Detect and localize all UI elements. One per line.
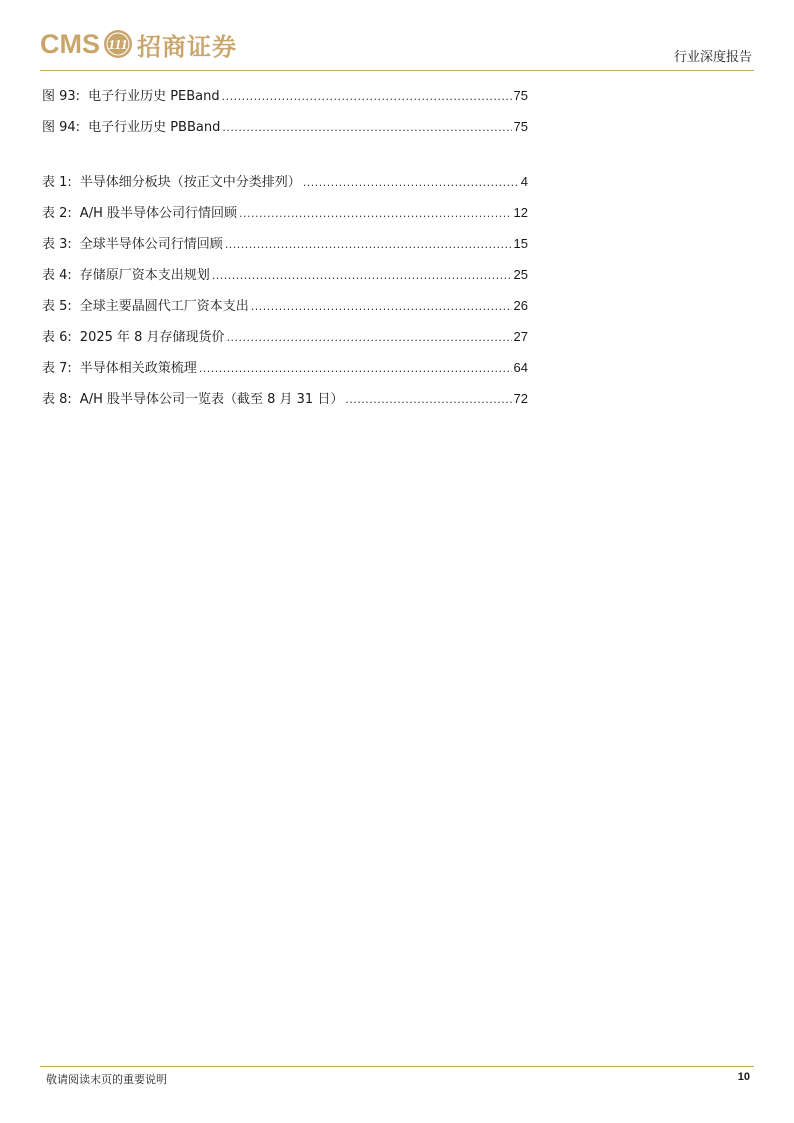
table-of-contents <box>42 80 528 414</box>
toc-entry-title: A/H 股半导体公司行情回顾 <box>79 206 237 221</box>
cms-logo <box>40 24 237 64</box>
toc-page-number: 15 <box>513 236 528 251</box>
disclaimer-note: 敬请阅读末页的重要说明 <box>46 1073 167 1086</box>
toc-table-entry[interactable] <box>42 290 528 321</box>
toc-entry-label: 表 6: <box>42 330 72 345</box>
toc-table-entry[interactable] <box>42 166 528 197</box>
toc-entry-label: 表 5: <box>42 299 72 314</box>
dot-leader <box>222 112 511 143</box>
dot-leader <box>227 322 512 353</box>
toc-entry-title: 半导体相关政策梳理 <box>79 361 197 376</box>
dot-leader <box>345 384 511 415</box>
section-gap <box>42 142 528 166</box>
toc-figure-entry[interactable] <box>42 80 528 111</box>
toc-table-entry[interactable] <box>42 352 528 383</box>
toc-entry-label: 表 1: <box>42 175 72 190</box>
toc-table-entry[interactable] <box>42 228 528 259</box>
toc-entry-title: 2025 年 8 月存储现货价 <box>79 330 225 345</box>
toc-entry-label: 图 93: <box>42 89 81 104</box>
dot-leader <box>199 353 512 384</box>
dot-leader <box>225 229 512 260</box>
toc-page-number: 4 <box>520 174 528 189</box>
toc-table-entry[interactable] <box>42 259 528 290</box>
toc-page-number: 75 <box>513 119 528 134</box>
toc-entry-title: 电子行业历史 PBBand <box>88 120 221 135</box>
figure-list <box>42 80 528 142</box>
dot-leader <box>222 81 512 112</box>
page-header <box>40 24 754 71</box>
toc-entry-label: 表 3: <box>42 237 72 252</box>
toc-page-number: 64 <box>513 360 528 375</box>
page-number: 10 <box>737 1071 750 1083</box>
page-footer <box>40 1066 754 1086</box>
toc-entry-label: 表 2: <box>42 206 72 221</box>
logo-text: CMS <box>40 28 100 59</box>
toc-entry-label: 表 8: <box>42 392 72 407</box>
logo-mark-text: 111 <box>108 38 128 53</box>
toc-page-number: 26 <box>513 298 528 313</box>
toc-page-number: 25 <box>513 267 528 282</box>
dot-leader <box>239 198 512 229</box>
toc-table-entry[interactable] <box>42 383 528 414</box>
toc-page-number: 72 <box>513 391 528 406</box>
toc-entry-label: 图 94: <box>42 120 81 135</box>
report-type-label: 行业深度报告 <box>673 50 752 65</box>
dot-leader <box>212 260 512 291</box>
toc-page-number: 75 <box>513 88 528 103</box>
toc-entry-title: 存储原厂资本支出规划 <box>79 268 210 283</box>
toc-page-number: 12 <box>513 205 528 220</box>
toc-entry-title: 全球半导体公司行情回顾 <box>79 237 223 252</box>
logo-chinese-text: 招商证券 <box>137 31 237 61</box>
toc-entry-title: A/H 股半导体公司一览表（截至 8 月 31 日） <box>79 392 344 407</box>
toc-figure-entry[interactable] <box>42 111 528 142</box>
table-list <box>42 166 528 414</box>
toc-table-entry[interactable] <box>42 197 528 228</box>
toc-page-number: 27 <box>513 329 528 344</box>
dot-leader <box>303 167 519 198</box>
toc-entry-title: 电子行业历史 PEBand <box>88 89 220 104</box>
toc-entry-label: 表 7: <box>42 361 72 376</box>
cms-emblem-icon <box>103 29 133 59</box>
toc-entry-title: 半导体细分板块（按正文中分类排列） <box>79 175 301 190</box>
dot-leader <box>251 291 512 322</box>
toc-entry-label: 表 4: <box>42 268 72 283</box>
toc-table-entry[interactable] <box>42 321 528 352</box>
toc-entry-title: 全球主要晶圆代工厂资本支出 <box>79 299 249 314</box>
